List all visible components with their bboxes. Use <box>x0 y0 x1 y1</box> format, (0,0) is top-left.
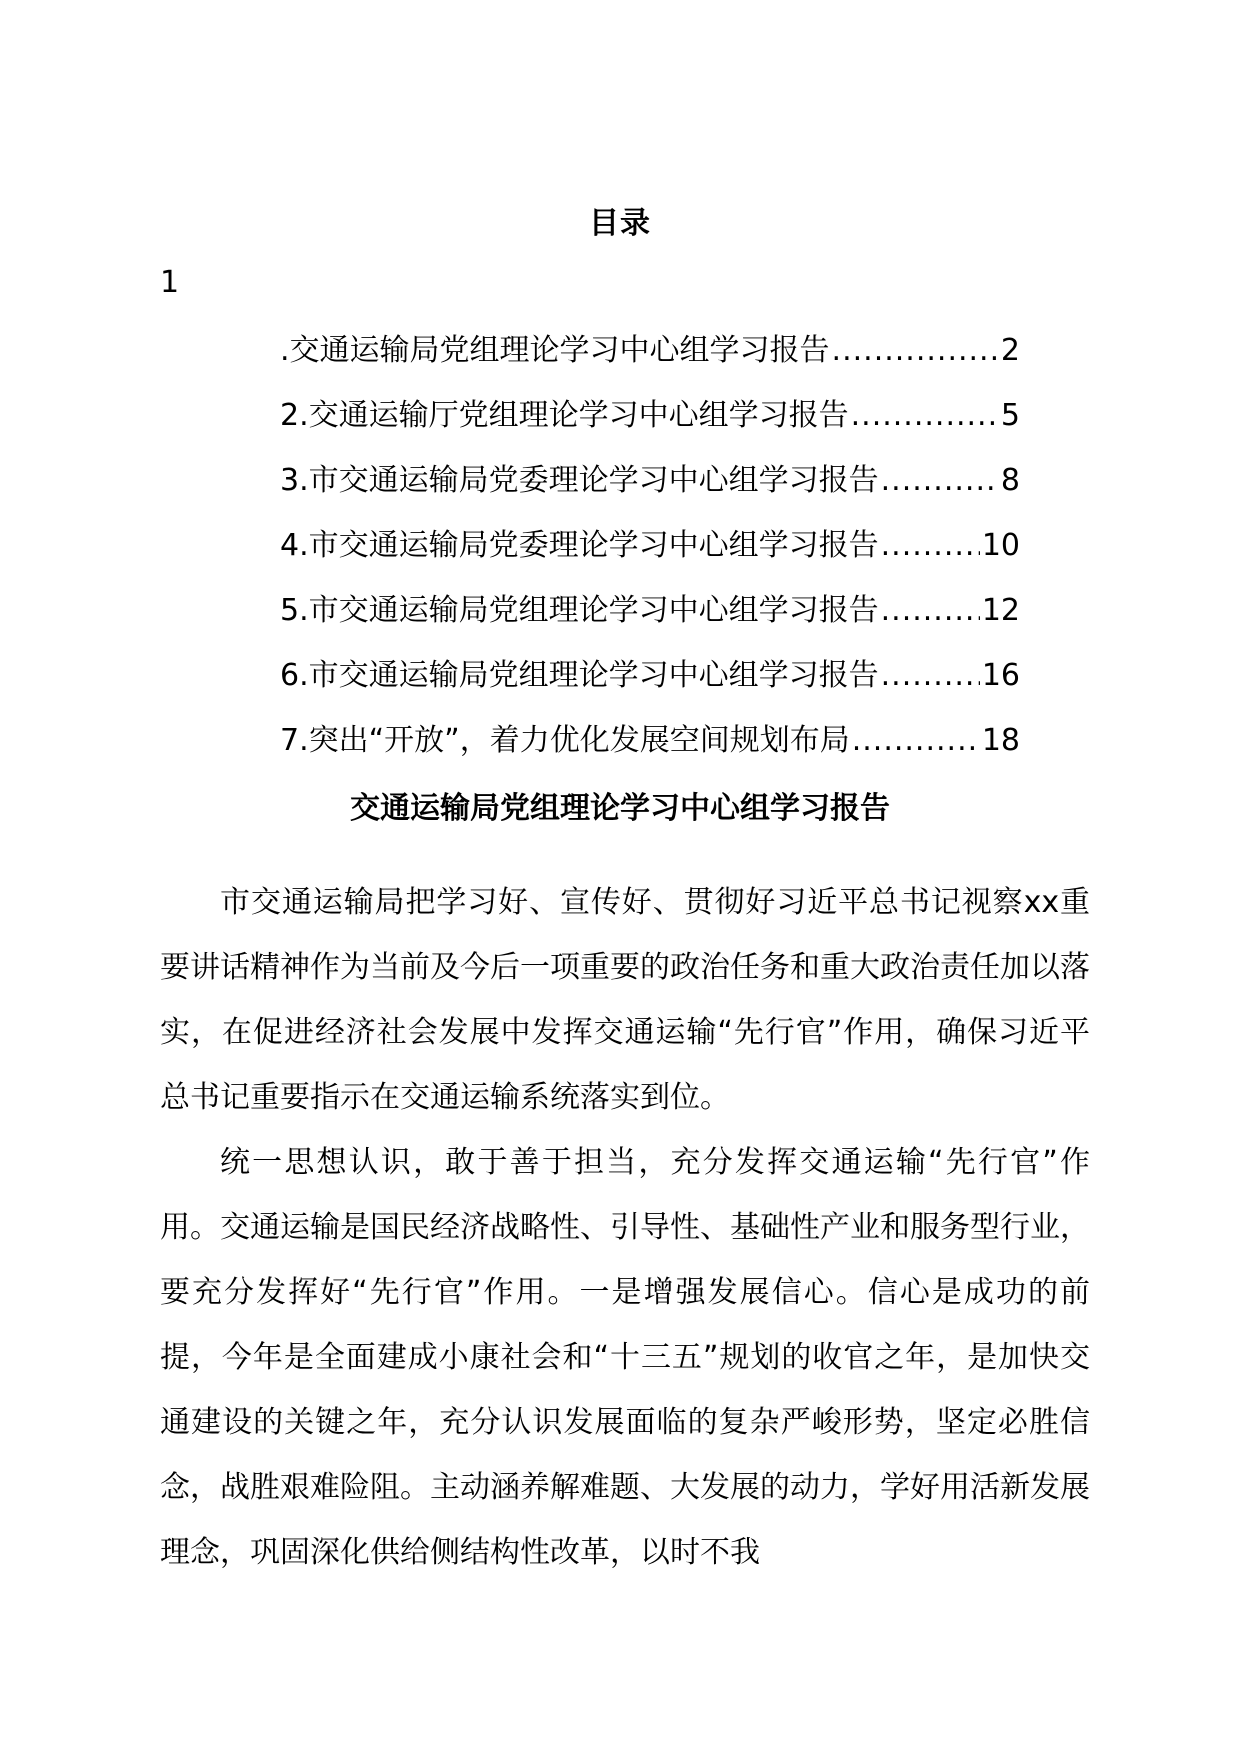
toc-entry-4[interactable] <box>280 520 1020 585</box>
toc-entry-text: .交通运输局党组理论学习中心组学习报告 <box>280 333 830 368</box>
toc-leader <box>881 658 980 693</box>
toc-entry-6[interactable] <box>280 650 1020 715</box>
article-paragraph-1: 市交通运输局把学习好、宣传好、贯彻好习近平总书记视察xx重要讲话精神作为当前及今后一项重要的政治任务和重大政治责任加以落实，在促进经济社会发展中发挥交通运输“先行官”作用，确保习近平总书记重要指示在交通运输系统落实到位。 <box>160 885 1090 1115</box>
toc-entry-page: 12 <box>981 593 1020 628</box>
article-body <box>160 870 1090 1585</box>
toc-entry-2[interactable] <box>280 390 1020 455</box>
toc-entry-text: 7.突出“开放”，着力优化发展空间规划布局 <box>280 723 850 758</box>
toc-entry-3[interactable] <box>280 455 1020 520</box>
toc-entry-page: 10 <box>981 528 1020 563</box>
toc-leader <box>881 463 999 498</box>
toc-entry-text: 5.市交通运输局党组理论学习中心组学习报告 <box>280 593 879 628</box>
toc-entry-page: 16 <box>981 658 1020 693</box>
toc-title: 目录 <box>589 206 651 241</box>
toc-entry-text: 3.市交通运输局党委理论学习中心组学习报告 <box>280 463 879 498</box>
article-paragraph-2: 统一思想认识，敢于善于担当，充分发挥交通运输“先行官”作用。交通运输是国民经济战略性、引导性、基础性产业和服务型行业，要充分发挥好“先行官”作用。一是增强发展信心。信心是成功的前提，今年是全面建成小康社会和“十三五”规划的收官之年，是加快交通建设的关键之年，充分认识发展面临的复杂严峻形势，坚定必胜信念，战胜艰难险阻。主动涵养解难题、大发展的动力，学好用活新发展理念，巩固深化供给侧结构性改革，以时不我 <box>160 1145 1090 1570</box>
toc-leader <box>852 723 980 758</box>
toc-leader <box>881 593 980 628</box>
toc-entry-1[interactable] <box>280 325 1020 390</box>
toc-leader <box>851 398 999 433</box>
toc-entry-page: 18 <box>981 723 1020 758</box>
toc-leader <box>881 528 980 563</box>
toc-number: 1 <box>160 265 180 300</box>
toc-entry-text: 4.市交通运输局党委理论学习中心组学习报告 <box>280 528 879 563</box>
toc-leader <box>832 333 999 368</box>
toc-entry-7[interactable] <box>280 715 1020 780</box>
toc-entry-page: 2 <box>1000 333 1020 368</box>
toc-entry-page: 8 <box>1000 463 1020 498</box>
toc-entry-page: 5 <box>1000 398 1020 433</box>
toc-entry-text: 6.市交通运输局党组理论学习中心组学习报告 <box>280 658 879 693</box>
toc-list <box>280 325 1020 780</box>
toc-entry-5[interactable] <box>280 585 1020 650</box>
toc-entry-text: 2.交通运输厅党组理论学习中心组学习报告 <box>280 398 849 433</box>
article-heading: 交通运输局党组理论学习中心组学习报告 <box>350 791 890 826</box>
